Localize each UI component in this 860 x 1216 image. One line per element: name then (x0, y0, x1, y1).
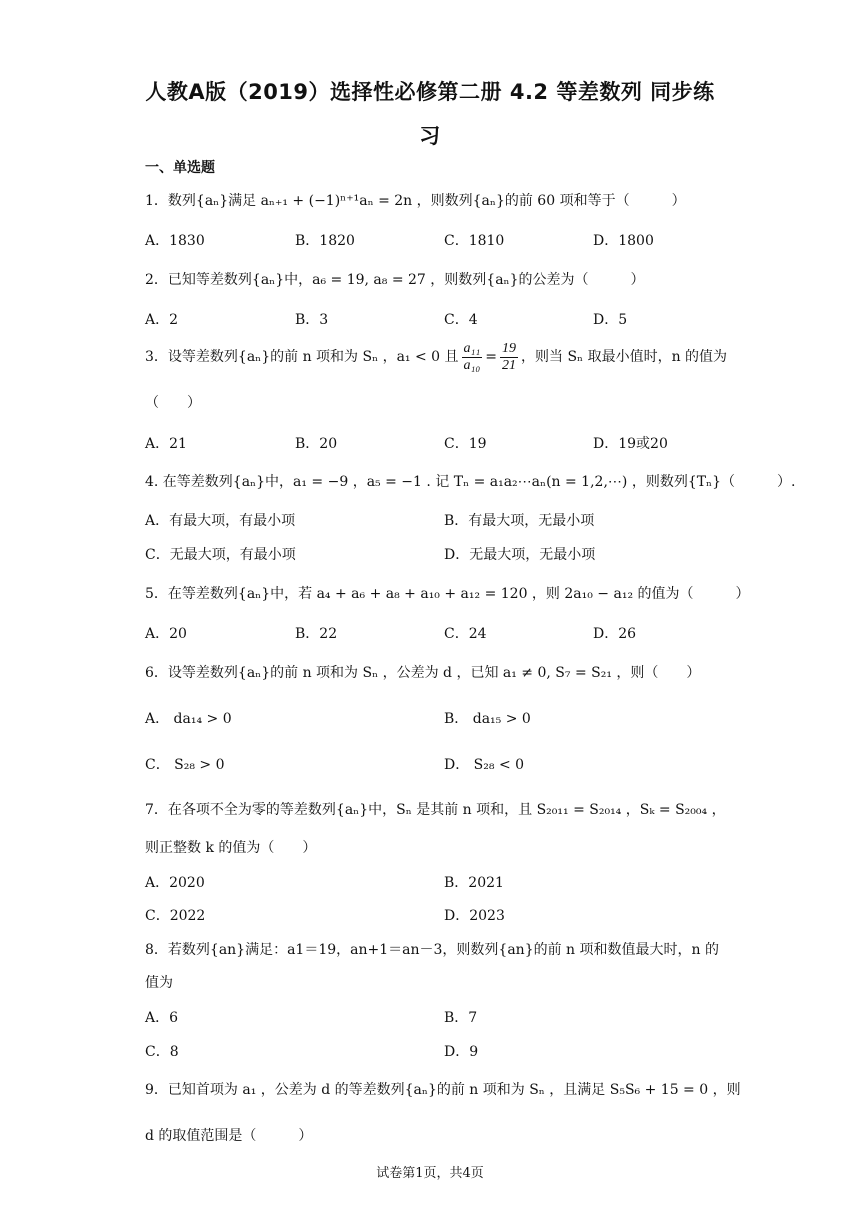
q3-fraction-1 (462, 341, 483, 374)
q8-option-c: C．8 (145, 1044, 179, 1060)
q5-option-c: C．24 (444, 626, 487, 642)
q3-option-d: D．19或20 (593, 436, 668, 452)
q3-option-b: B．20 (295, 436, 338, 452)
q3-frac1-num: a₁₁ (463, 340, 481, 356)
section-heading: 一、单选题 (145, 160, 215, 176)
question-3 (145, 340, 727, 374)
page-title-line1: 人教A版（2019）选择性必修第二册 4.2 等差数列 同步练 (145, 80, 715, 104)
question-5: 5．在等差数列{aₙ}中，若 a₄ + a₆ + a₈ + a₁₀ + a₁₂ = 120 ，则 2a₁₀ − a₁₂ 的值为（ ） (145, 586, 750, 602)
q2-option-b: B．3 (295, 312, 329, 328)
q4-option-b: B．有最大项，无最小项 (444, 513, 595, 529)
question-4: 4. 在等差数列{aₙ}中，a₁ = −9 ，a₅ = −1 . 记 Tₙ = a₁a₂⋯aₙ(n = 1,2,⋯) ，则数列{Tₙ}（ ）. (145, 474, 796, 490)
q3-text-b: ，则当 Sₙ 取最小值时，n 的值为 (521, 349, 728, 365)
q4-option-a: A．有最大项，有最小项 (145, 513, 296, 529)
question-6: 6．设等差数列{aₙ}的前 n 项和为 Sₙ ，公差为 d ，已知 a₁ ≠ 0, S₇ = S₂₁ ，则（ ） (145, 665, 701, 681)
question-1: 1．数列{aₙ}满足 aₙ₊₁ + (−1)ⁿ⁺¹aₙ = 2n ，则数列{aₙ}的前 60 项和等于（ ） (145, 193, 686, 209)
question-2: 2．已知等差数列{aₙ}中，a₆ = 19, a₈ = 27 ，则数列{aₙ}的公差为（ ） (145, 272, 645, 288)
q1-option-c: C．1810 (444, 233, 505, 249)
q3-option-c: C．19 (444, 436, 487, 452)
q6-option-c: C． S₂₈ > 0 (145, 757, 225, 773)
q2-option-c: C．4 (444, 312, 478, 328)
q6-option-d: D． S₂₈ < 0 (444, 757, 525, 773)
q4-option-d: D．无最大项，无最小项 (444, 547, 596, 563)
q3-option-a: A．21 (145, 436, 187, 452)
q3-frac2-den: 21 (502, 357, 517, 373)
q3-paren: （ ） (145, 395, 201, 411)
q7-option-a: A．2020 (145, 875, 205, 891)
page-title-line2: 习 (419, 124, 441, 148)
q3-fraction-2 (500, 341, 518, 374)
q1-option-d: D．1800 (593, 233, 654, 249)
page-footer: 试卷第1页，共4页 (376, 1166, 484, 1181)
q1-option-b: B．1820 (295, 233, 355, 249)
q2-option-a: A．2 (145, 312, 179, 328)
q8-option-d: D．9 (444, 1044, 479, 1060)
q3-frac1-den: a₁₀ (463, 357, 481, 373)
question-9: 9．已知首项为 a₁ ，公差为 d 的等差数列{aₙ}的前 n 项和为 Sₙ ，且满足 S₅S₆ + 15 = 0 ，则 (145, 1082, 741, 1098)
q1-option-a: A．1830 (145, 233, 205, 249)
q3-eq: = (485, 349, 498, 365)
q5-option-d: D．26 (593, 626, 637, 642)
q3-text-a: 3．设等差数列{aₙ}的前 n 项和为 Sₙ ，a₁ < 0 且 (145, 349, 459, 365)
q7-option-c: C．2022 (145, 908, 206, 924)
q8-option-a: A．6 (145, 1010, 179, 1026)
q3-frac2-num: 19 (502, 340, 517, 356)
q7-option-b: B．2021 (444, 875, 504, 891)
question-7: 7．在各项不全为零的等差数列{aₙ}中，Sₙ 是其前 n 项和，且 S₂₀₁₁ = S₂₀₁₄ ，Sₖ = S₂₀₀₄ ， (145, 802, 726, 818)
q5-option-a: A．20 (145, 626, 187, 642)
q4-option-c: C．无最大项，有最小项 (145, 547, 296, 563)
question-8: 8．若数列{an}满足：a1＝19，an+1＝an－3，则数列{an}的前 n 项和数值最大时，n 的 (145, 942, 719, 958)
question-9-cont: d 的取值范围是（ ） (145, 1128, 313, 1144)
question-8-cont: 值为 (145, 975, 173, 991)
q7-option-d: D．2023 (444, 908, 505, 924)
q6-option-a: A． da₁₄ > 0 (145, 711, 232, 727)
q6-option-b: B． da₁₅ > 0 (444, 711, 531, 727)
q8-option-b: B．7 (444, 1010, 478, 1026)
question-7-cont: 则正整数 k 的值为（ ） (145, 840, 317, 856)
q5-option-b: B．22 (295, 626, 338, 642)
q2-option-d: D．5 (593, 312, 628, 328)
